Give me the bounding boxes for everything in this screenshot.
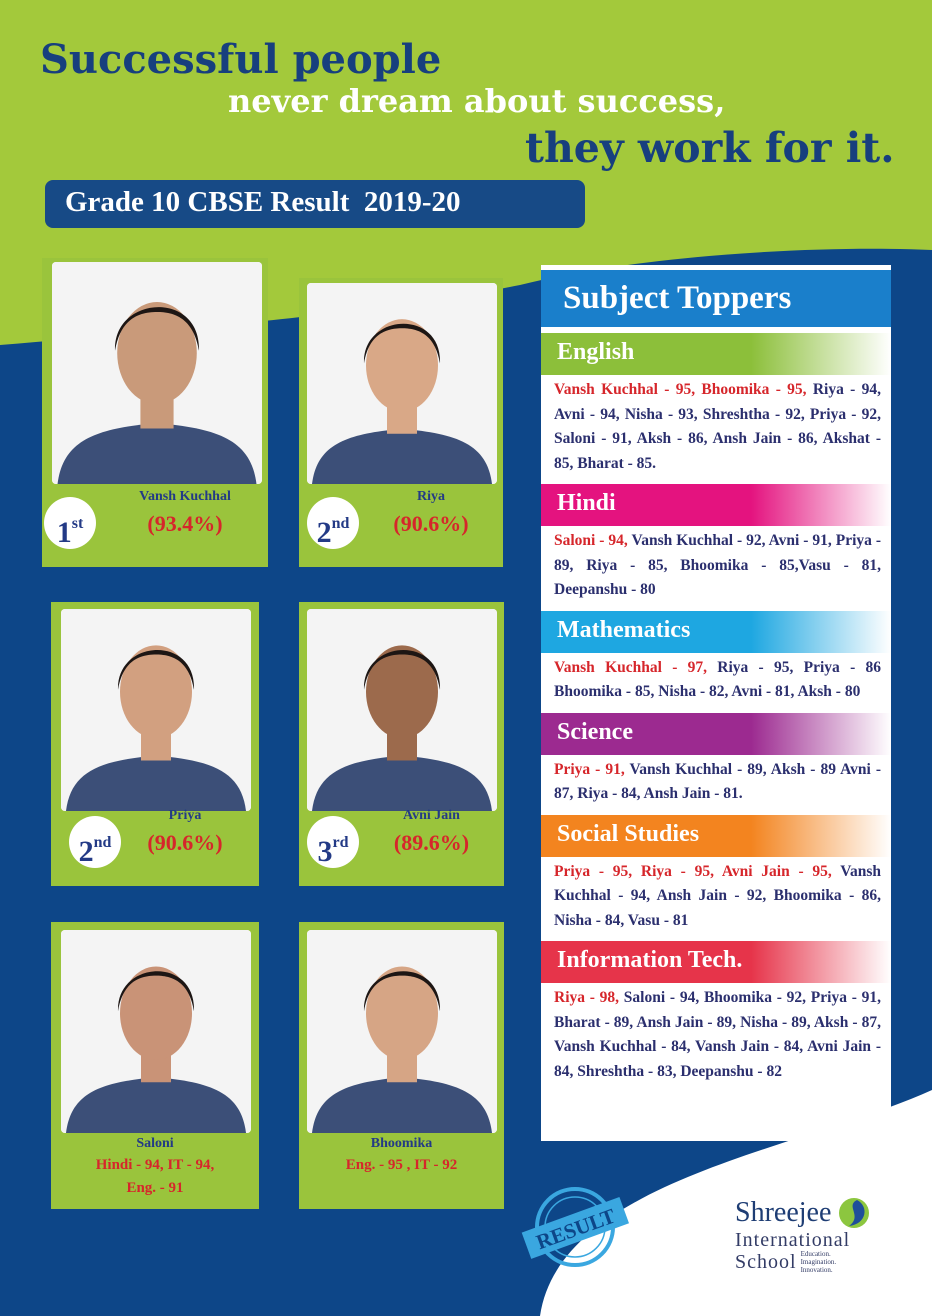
headline-line3: they work for it. <box>525 124 895 172</box>
logo-tagline: Education. Imagination. Innovation. <box>800 1250 837 1274</box>
student-name: Bhoomika <box>370 1136 433 1151</box>
rank-badge: 3rd <box>307 816 359 868</box>
result-badge: Grade 10 CBSE Result 2019-20 <box>45 180 585 228</box>
topper-card <box>42 258 268 567</box>
student-photo <box>52 262 262 484</box>
student-percentage: (90.6%) <box>147 830 223 855</box>
student-photo <box>61 930 251 1133</box>
subject-header: Science <box>541 713 891 755</box>
subject-header: Mathematics <box>541 611 891 653</box>
subject-header: Social Studies <box>541 815 891 857</box>
student-subject-scores: Eng. - 95 , IT - 92 <box>345 1157 458 1173</box>
subject-toppers-list: Saloni - 94, Vansh Kuchhal - 92, Avni - 91, Priya - 89, Riya - 85, Bhoomika - 85,Vasu - 81, Deepanshu - 80 <box>554 532 881 598</box>
topper-card <box>299 602 504 886</box>
student-name: Riya <box>417 489 445 504</box>
student-photo <box>307 609 497 811</box>
student-percentage: (89.6%) <box>393 830 470 855</box>
student-photo <box>307 930 497 1133</box>
leaf-icon <box>837 1196 871 1230</box>
subject-toppers-panel <box>541 265 891 1141</box>
subject-header: Hindi <box>541 484 891 526</box>
logo-international: International <box>735 1229 851 1251</box>
subject-toppers-list: Vansh Kuchhal - 95, Bhoomika - 95, Riya - 94, Avni - 94, Nisha - 93, Shreshtha - 92, Priya - 92, Saloni - 91, Aksh - 86, Ansh Jain - 86, Akshat - 85, Bharat - 85. <box>554 381 881 472</box>
rank-badge: 2nd <box>69 816 121 868</box>
student-name: Priya <box>168 808 202 823</box>
logo-school: School <box>735 1250 797 1273</box>
svg-text:RESULT: RESULT <box>533 1203 619 1255</box>
topper-card <box>299 922 504 1209</box>
subject-header: Information Tech. <box>541 941 891 983</box>
result-stamp <box>515 1182 635 1272</box>
student-photo <box>307 283 497 484</box>
topper-card <box>51 602 259 886</box>
student-photo <box>61 609 251 811</box>
rank-badge: 2nd <box>307 497 359 549</box>
student-name: Vansh Kuchhal <box>139 489 231 504</box>
topper-card <box>51 922 259 1209</box>
subject-toppers-list: Vansh Kuchhal - 97, Riya - 95, Priya - 86 Bhoomika - 85, Nisha - 82, Avni - 81, Aksh - 80 <box>554 658 882 700</box>
logo-name: Shreejee <box>735 1197 832 1228</box>
topper-card <box>299 278 503 567</box>
student-percentage: (93.4%) <box>147 511 223 536</box>
subject-toppers-list: Priya - 91, Vansh Kuchhal - 89, Aksh - 89 Avni - 87, Riya - 84, Ansh Jain - 81. <box>554 760 881 802</box>
student-name: Avni Jain <box>403 808 460 823</box>
panel-title: Subject Toppers <box>541 270 891 327</box>
rank-badge: 1st <box>44 497 96 549</box>
student-name: Saloni <box>136 1136 174 1151</box>
school-logo <box>735 1196 871 1274</box>
subject-toppers-list: Riya - 98, Saloni - 94, Bhoomika - 92, Priya - 91, Bharat - 89, Ansh Jain - 89, Nisha - 89, Aksh - 87, Vansh Kuchhal - 84, Vansh Jain - 84, Avni Jain - 84, Shreshtha - 83, Deepanshu - 82 <box>554 989 881 1080</box>
headline-line1: Successful people <box>40 36 442 83</box>
subject-header: English <box>541 333 891 375</box>
headline-line2: never dream about success, <box>228 82 726 120</box>
subject-toppers-list: Priya - 95, Riya - 95, Avni Jain - 95, Vansh Kuchhal - 94, Ansh Jain - 92, Bhoomika - 86, Nisha - 84, Vasu - 81 <box>554 862 882 929</box>
student-percentage: (90.6%) <box>393 511 469 536</box>
student-subject-scores: Hindi - 94, IT - 94, Eng. - 91 <box>95 1157 215 1196</box>
